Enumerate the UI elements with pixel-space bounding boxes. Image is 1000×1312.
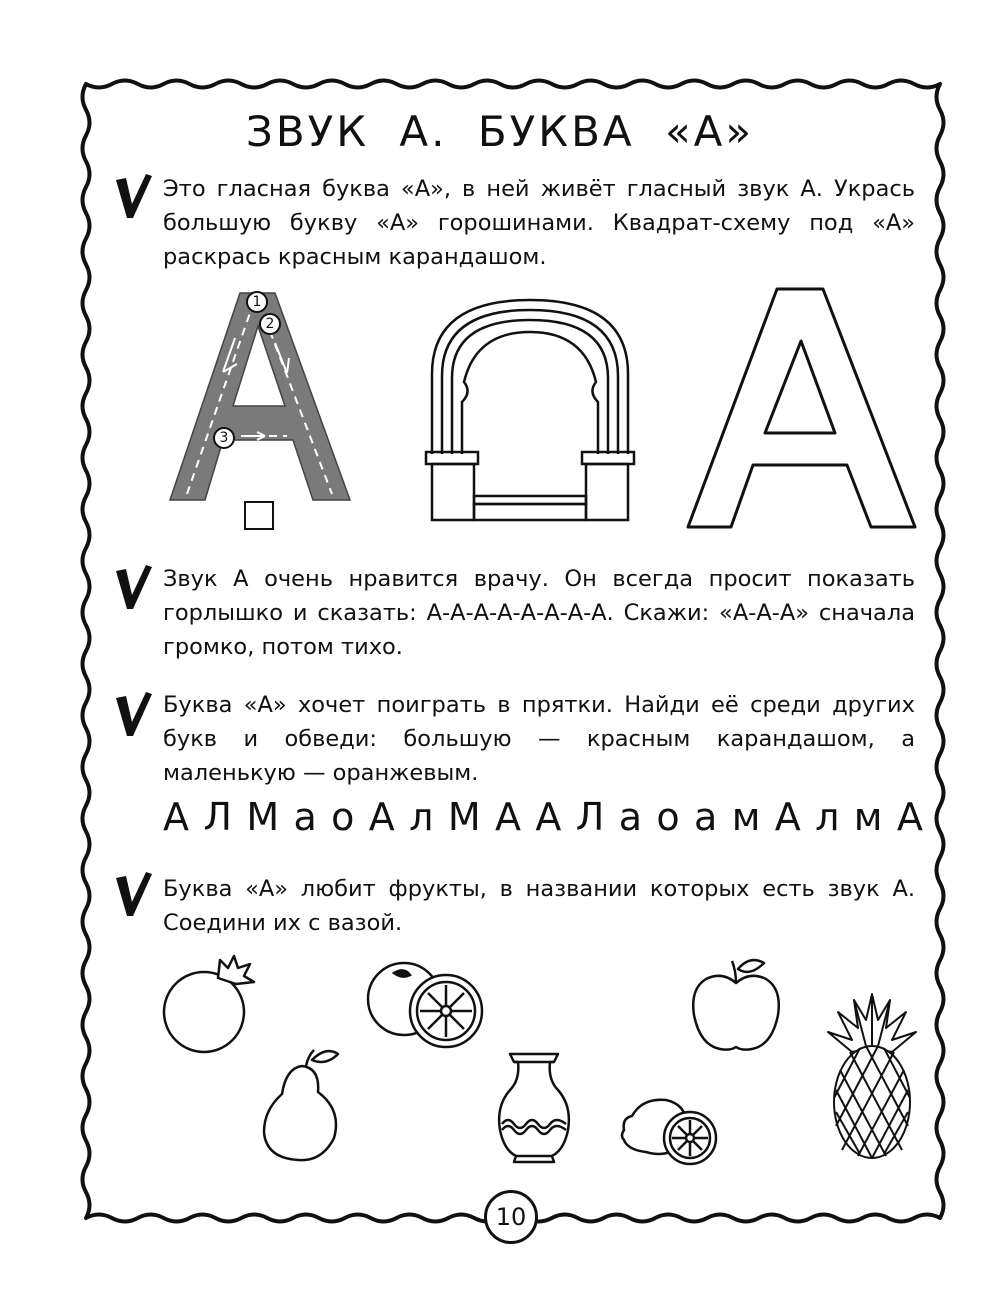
- letter[interactable]: А: [163, 795, 189, 839]
- letter[interactable]: А: [535, 795, 562, 839]
- sound-scheme-square: [245, 502, 273, 529]
- pomegranate-icon[interactable]: [160, 952, 258, 1056]
- check-mark-icon: [112, 870, 156, 920]
- letter[interactable]: М: [246, 795, 280, 839]
- pineapple-icon[interactable]: [826, 990, 918, 1162]
- letter[interactable]: а: [694, 795, 718, 839]
- letter[interactable]: Л: [203, 795, 232, 839]
- vase-icon[interactable]: [496, 1050, 572, 1166]
- letter[interactable]: а: [618, 795, 643, 839]
- task-4-text: Буква «А» любит фрукты, в названии которых есть звук А. Соедини их с вазой.: [163, 876, 915, 936]
- apple-icon[interactable]: [688, 955, 784, 1053]
- letter[interactable]: л: [409, 795, 434, 839]
- letter[interactable]: о: [331, 795, 355, 839]
- check-mark-icon: [112, 690, 156, 740]
- letter[interactable]: Л: [575, 795, 605, 839]
- letter[interactable]: А: [774, 795, 801, 839]
- outline-letter-a: [683, 285, 918, 531]
- arch-icon: [424, 292, 636, 524]
- check-mark-icon: [112, 563, 156, 613]
- task-3-text: Буква «А» хочет поиграть в прятки. Найди её среди других букв и обведи: большую — красным карандашом, а маленькую — оранжевым.: [163, 692, 915, 786]
- letter[interactable]: М: [447, 795, 481, 839]
- lemon-icon[interactable]: [618, 1094, 720, 1166]
- letter[interactable]: о: [656, 795, 680, 839]
- orange-icon[interactable]: [364, 957, 486, 1049]
- letter[interactable]: А: [896, 795, 923, 839]
- check-mark-icon: [112, 172, 156, 222]
- letter[interactable]: А: [495, 795, 522, 839]
- hidden-letters-row: [163, 795, 923, 839]
- letter[interactable]: м: [731, 795, 761, 839]
- letter[interactable]: л: [815, 795, 840, 839]
- page-title: ЗВУК А. БУКВА «А»: [245, 107, 755, 156]
- trace-step-3: 3: [213, 427, 235, 449]
- trace-step-2: 2: [259, 313, 281, 335]
- pear-icon[interactable]: [258, 1046, 344, 1164]
- task-1-text: Это гласная буква «А», в ней живёт гласный звук А. Укрась большую букву «А» горошинами. Квадрат-схему под «А» раскрась красным карандашом.: [163, 176, 915, 270]
- page-number: 10: [484, 1190, 538, 1244]
- letter[interactable]: а: [293, 795, 317, 839]
- task-2-text: Звук А очень нравится врачу. Он всегда просит показать горлышко и сказать: А-А-А-А-А-А-А-А. Скажи: «А-А-А» сначала громко, потом тихо.: [163, 566, 915, 660]
- letter[interactable]: А: [368, 795, 395, 839]
- letter[interactable]: м: [853, 795, 883, 839]
- trace-step-1: 1: [246, 291, 268, 313]
